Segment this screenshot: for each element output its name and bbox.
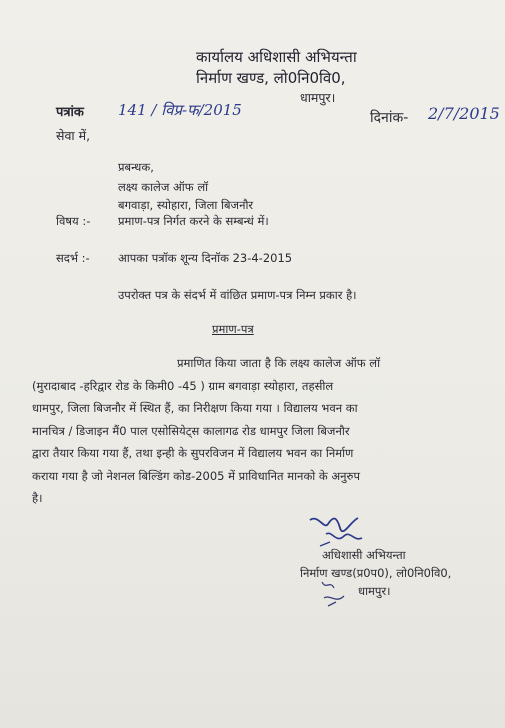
date-handwritten: 2/7/2015 <box>428 104 500 123</box>
ref-number-handwritten: 141 / विप्र-फ/2015 <box>118 101 242 119</box>
certificate-body <box>32 352 452 510</box>
ref-label: पत्रांक <box>56 105 84 120</box>
date-label: दिनांक- <box>370 110 409 126</box>
body-line: प्रमाणित किया जाता है कि लक्ष्य कालेज ऑफ लॉ <box>177 356 381 370</box>
body-line: धामपुर, जिला बिजनौर में स्थित हैं, का निरीक्षण किया गया । विद्यालय भवन का <box>32 401 358 415</box>
certificate-title: प्रमाण-पत्र <box>212 322 254 336</box>
initials-scribble-icon <box>318 576 352 610</box>
addressee-line3: बगवाड़ा, स्योहारा, जिला बिजनौर <box>118 198 254 212</box>
salutation: सेवा में, <box>56 128 91 143</box>
body-line: द्वारा तैयार किया गया हैं, तथा इन्ही के सुपरविजन में विद्यालय भवन का निर्माण <box>32 446 354 460</box>
reference-label: सदर्भ :- <box>56 251 90 265</box>
subject-label: विषय :- <box>56 214 91 228</box>
body-line: मानचित्र / डिजाइन मैं0 पाल एसोसियेट्स कालागढ रोड धामपुर जिला बिजनौर <box>32 423 350 438</box>
signatory-division: निर्माण खण्ड(प्र0प0), लो0नि0वि0, <box>300 566 452 580</box>
reference-text: आपका पत्रॉक शून्य दिनॉक 23-4-2015 <box>118 251 293 265</box>
subject-text: प्रमाण-पत्र निर्गत करने के सम्बन्धं में। <box>118 214 269 228</box>
signatory-location: धामपुर। <box>358 584 391 598</box>
signatory-designation: अधिशासी अभियन्ता <box>322 548 406 562</box>
intro-line: उपरोक्त पत्र के संदर्भ में वांछित प्रमाण-पत्र निम्न प्रकार है। <box>118 288 357 302</box>
body-line: है। <box>32 491 43 505</box>
addressee-line1: प्रबन्धक, <box>118 160 154 174</box>
body-line: कराया गया है जो नेशनल बिल्डिंग कोड-2005 में प्राविधानित मानको के अनुरुप <box>32 468 360 483</box>
addressee-line2: लक्ष्य कालेज ऑफ लॉ <box>118 180 209 194</box>
office-title: कार्यालय अधिशासी अभियन्ता <box>196 48 357 66</box>
office-division: निर्माण खण्ड, लो0नि0वि0, <box>196 69 346 87</box>
office-location: धामपुर। <box>300 90 336 105</box>
body-line: (मुरादाबाद -हरिद्वार रोड के किमी0 -45 ) ग्राम बगवाड़ा स्योहारा, तहसील <box>32 378 334 393</box>
